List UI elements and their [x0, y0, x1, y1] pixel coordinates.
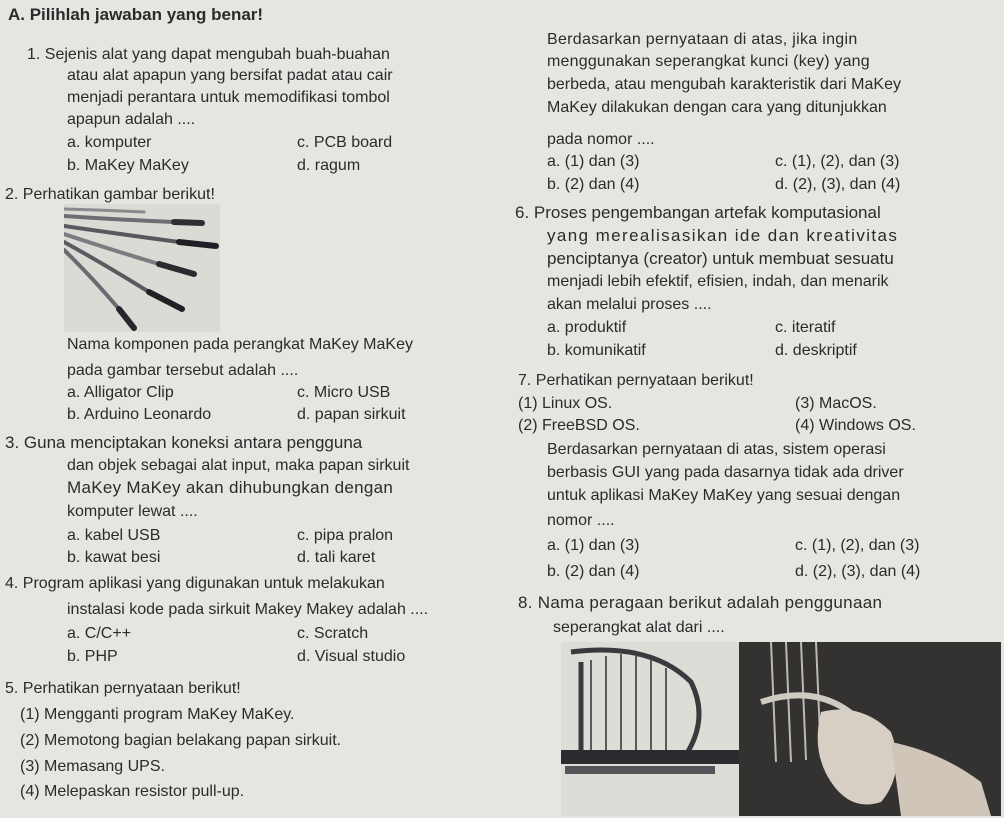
- question-4-line: instalasi kode pada sirkuit Makey Makey adalah ....: [67, 601, 429, 618]
- question-1-option-a: a. komputer: [67, 134, 152, 151]
- question-3-line: 3. Guna menciptakan koneksi antara pengguna: [5, 433, 363, 452]
- question-3-option-a: a. kabel USB: [67, 527, 161, 544]
- question-7-line: Berdasarkan pernyataan di atas, sistem operasi: [547, 441, 886, 458]
- question-7-line: untuk aplikasi MaKey MaKey yang sesuai dengan: [547, 487, 901, 504]
- question-7-item-1: (1) Linux OS.: [518, 395, 613, 412]
- question-2-intro: 2. Perhatikan gambar berikut!: [5, 186, 215, 203]
- question-7-option-b: b. (2) dan (4): [547, 563, 640, 580]
- question-8-line: 8. Nama peragaan berikut adalah penggunaan: [518, 593, 883, 612]
- question-7-intro: 7. Perhatikan pernyataan berikut!: [518, 372, 754, 389]
- question-3-option-d: d. tali karet: [297, 549, 376, 566]
- makey-harp-demonstration-image: [561, 642, 1001, 816]
- question-1-line: menjadi perantara untuk memodifikasi tombol: [67, 89, 390, 106]
- question-7-item-3: (3) MacOS.: [795, 395, 877, 412]
- question-4-option-d: d. Visual studio: [297, 648, 406, 665]
- question-1-option-b: b. MaKey MaKey: [67, 157, 189, 174]
- question-2-option-c: c. Micro USB: [297, 384, 391, 401]
- question-5-line: menggunakan seperangkat kunci (key) yang: [547, 53, 870, 70]
- question-7-option-d: d. (2), (3), dan (4): [795, 563, 921, 580]
- question-6-option-b: b. komunikatif: [547, 342, 646, 359]
- question-5-option-d: d. (2), (3), dan (4): [775, 176, 901, 193]
- question-3-line: komputer lewat ....: [67, 503, 198, 520]
- question-6-line: menjadi lebih efektif, efisien, indah, dan menarik: [547, 273, 889, 290]
- question-3-line: dan objek sebagai alat input, maka papan sirkuit: [67, 457, 410, 474]
- question-4-line: 4. Program aplikasi yang digunakan untuk melakukan: [5, 575, 385, 592]
- question-2-line: pada gambar tersebut adalah ....: [67, 362, 299, 379]
- question-5-option-a: a. (1) dan (3): [547, 153, 640, 170]
- question-4-option-a: a. C/C++: [67, 625, 132, 642]
- question-1-option-c: c. PCB board: [297, 134, 393, 151]
- question-5-line: berbeda, atau mengubah karakteristik dari MaKey: [547, 76, 901, 93]
- question-1-line: atau alat apapun yang bersifat padat atau cair: [67, 67, 393, 84]
- question-5-intro: 5. Perhatikan pernyataan berikut!: [5, 680, 241, 697]
- question-7-item-4: (4) Windows OS.: [795, 417, 916, 434]
- question-6-line: 6. Proses pengembangan artefak komputasional: [515, 203, 881, 222]
- question-5-line: pada nomor ....: [547, 131, 655, 148]
- question-3-option-b: b. kawat besi: [67, 549, 161, 566]
- question-5-item: (3) Memasang UPS.: [20, 758, 165, 775]
- question-1-option-d: d. ragum: [297, 157, 361, 174]
- question-2-option-a: a. Alligator Clip: [67, 384, 174, 401]
- alligator-clip-cables-image: [64, 204, 220, 332]
- question-6-line: yang merealisasikan ide dan kreativitas: [547, 226, 899, 245]
- question-3-line: MaKey MaKey akan dihubungkan dengan: [67, 478, 394, 497]
- question-2-line: Nama komponen pada perangkat MaKey MaKey: [67, 336, 413, 353]
- question-7-item-2: (2) FreeBSD OS.: [518, 417, 640, 434]
- question-1-line: 1. Sejenis alat yang dapat mengubah buah-buahan: [27, 46, 390, 63]
- question-4-option-b: b. PHP: [67, 648, 118, 665]
- question-5-item: (1) Mengganti program MaKey MaKey.: [20, 706, 295, 723]
- question-7-option-a: a. (1) dan (3): [547, 537, 640, 554]
- question-6-option-c: c. iteratif: [775, 319, 836, 336]
- question-7-line: berbasis GUI yang pada dasarnya tidak ada driver: [547, 464, 904, 481]
- question-2-option-d: d. papan sirkuit: [297, 406, 406, 423]
- question-6-option-d: d. deskriptif: [775, 342, 857, 359]
- question-8-line: seperangkat alat dari ....: [553, 619, 725, 636]
- question-6-line: akan melalui proses ....: [547, 296, 712, 313]
- question-5-line: Berdasarkan pernyataan di atas, jika ingin: [547, 31, 858, 48]
- question-5-line: MaKey dilakukan dengan cara yang ditunjukkan: [547, 99, 887, 116]
- question-1-line: apapun adalah ....: [67, 111, 196, 128]
- question-5-item: (4) Melepaskan resistor pull-up.: [20, 783, 245, 800]
- question-5-option-b: b. (2) dan (4): [547, 176, 640, 193]
- question-2-option-b: b. Arduino Leonardo: [67, 406, 212, 423]
- question-7-line: nomor ....: [547, 512, 615, 529]
- question-4-option-c: c. Scratch: [297, 625, 369, 642]
- question-5-item: (2) Memotong bagian belakang papan sirkuit.: [20, 732, 342, 749]
- question-3-option-c: c. pipa pralon: [297, 527, 394, 544]
- question-7-option-c: c. (1), (2), dan (3): [795, 537, 920, 554]
- section-title: A. Pilihlah jawaban yang benar!: [8, 5, 264, 24]
- question-5-option-c: c. (1), (2), dan (3): [775, 153, 900, 170]
- question-6-line: penciptanya (creator) untuk membuat sesuatu: [547, 249, 894, 268]
- question-6-option-a: a. produktif: [547, 319, 627, 336]
